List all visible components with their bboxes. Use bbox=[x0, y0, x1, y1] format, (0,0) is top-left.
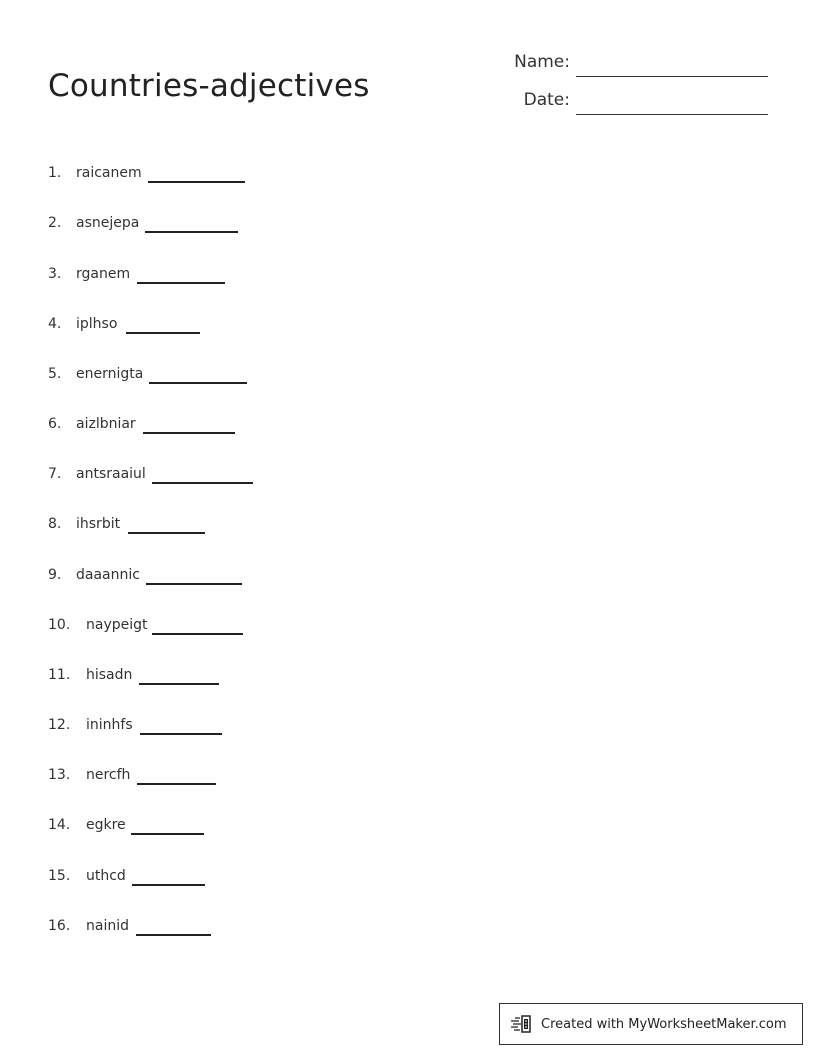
scrambled-word: enernigta bbox=[76, 366, 144, 382]
answer-blank[interactable] bbox=[143, 432, 235, 434]
date-label: Date: bbox=[523, 90, 570, 110]
answer-blank[interactable] bbox=[145, 231, 238, 233]
question-number: 10. bbox=[48, 617, 71, 633]
scrambled-word: iplhso bbox=[76, 316, 118, 332]
answer-blank[interactable] bbox=[146, 583, 242, 585]
scrambled-word: raicanem bbox=[76, 165, 142, 181]
footer-text: Created with MyWorksheetMaker.com bbox=[541, 1016, 787, 1032]
question-number: 7. bbox=[48, 466, 62, 482]
question-number: 13. bbox=[48, 767, 71, 783]
question-number: 16. bbox=[48, 918, 71, 934]
answer-blank[interactable] bbox=[137, 783, 216, 785]
scrambled-word: aizlbniar bbox=[76, 416, 136, 432]
scrambled-word: rganem bbox=[76, 266, 131, 282]
date-field[interactable] bbox=[480, 88, 770, 118]
scrambled-word: hisadn bbox=[86, 667, 133, 683]
scrambled-word: uthcd bbox=[86, 868, 126, 884]
question-number: 8. bbox=[48, 516, 62, 532]
question-number: 1. bbox=[48, 165, 62, 181]
scrambled-word: ihsrbit bbox=[76, 516, 121, 532]
scrambled-word: ininhfs bbox=[86, 717, 133, 733]
answer-blank[interactable] bbox=[139, 683, 219, 685]
name-blank-line[interactable] bbox=[576, 76, 768, 77]
question-number: 5. bbox=[48, 366, 62, 382]
footer-badge[interactable] bbox=[499, 1003, 803, 1045]
worksheet-maker-logo-icon bbox=[510, 1013, 534, 1035]
answer-blank[interactable] bbox=[128, 532, 205, 534]
answer-blank[interactable] bbox=[132, 884, 205, 886]
scrambled-word: antsraaiul bbox=[76, 466, 146, 482]
question-number: 4. bbox=[48, 316, 62, 332]
answer-blank[interactable] bbox=[149, 382, 247, 384]
answer-blank[interactable] bbox=[136, 934, 211, 936]
date-blank-line[interactable] bbox=[576, 114, 768, 115]
scrambled-word: daaannic bbox=[76, 567, 140, 583]
question-number: 12. bbox=[48, 717, 71, 733]
answer-blank[interactable] bbox=[148, 181, 245, 183]
answer-blank[interactable] bbox=[152, 633, 243, 635]
answer-blank[interactable] bbox=[126, 332, 200, 334]
scrambled-word: egkre bbox=[86, 817, 126, 833]
question-number: 14. bbox=[48, 817, 71, 833]
answer-blank[interactable] bbox=[140, 733, 222, 735]
question-number: 6. bbox=[48, 416, 62, 432]
question-number: 15. bbox=[48, 868, 71, 884]
name-field[interactable] bbox=[480, 50, 770, 80]
scrambled-word: nercfh bbox=[86, 767, 131, 783]
scrambled-word: naypeigt bbox=[86, 617, 148, 633]
scrambled-word: asnejepa bbox=[76, 215, 140, 231]
answer-blank[interactable] bbox=[152, 482, 253, 484]
page-title: Countries-adjectives bbox=[48, 67, 370, 104]
answer-blank[interactable] bbox=[137, 282, 225, 284]
question-number: 3. bbox=[48, 266, 62, 282]
question-number: 11. bbox=[48, 667, 71, 683]
name-label: Name: bbox=[514, 52, 570, 72]
question-number: 2. bbox=[48, 215, 62, 231]
answer-blank[interactable] bbox=[131, 833, 204, 835]
question-number: 9. bbox=[48, 567, 62, 583]
scrambled-word: nainid bbox=[86, 918, 129, 934]
